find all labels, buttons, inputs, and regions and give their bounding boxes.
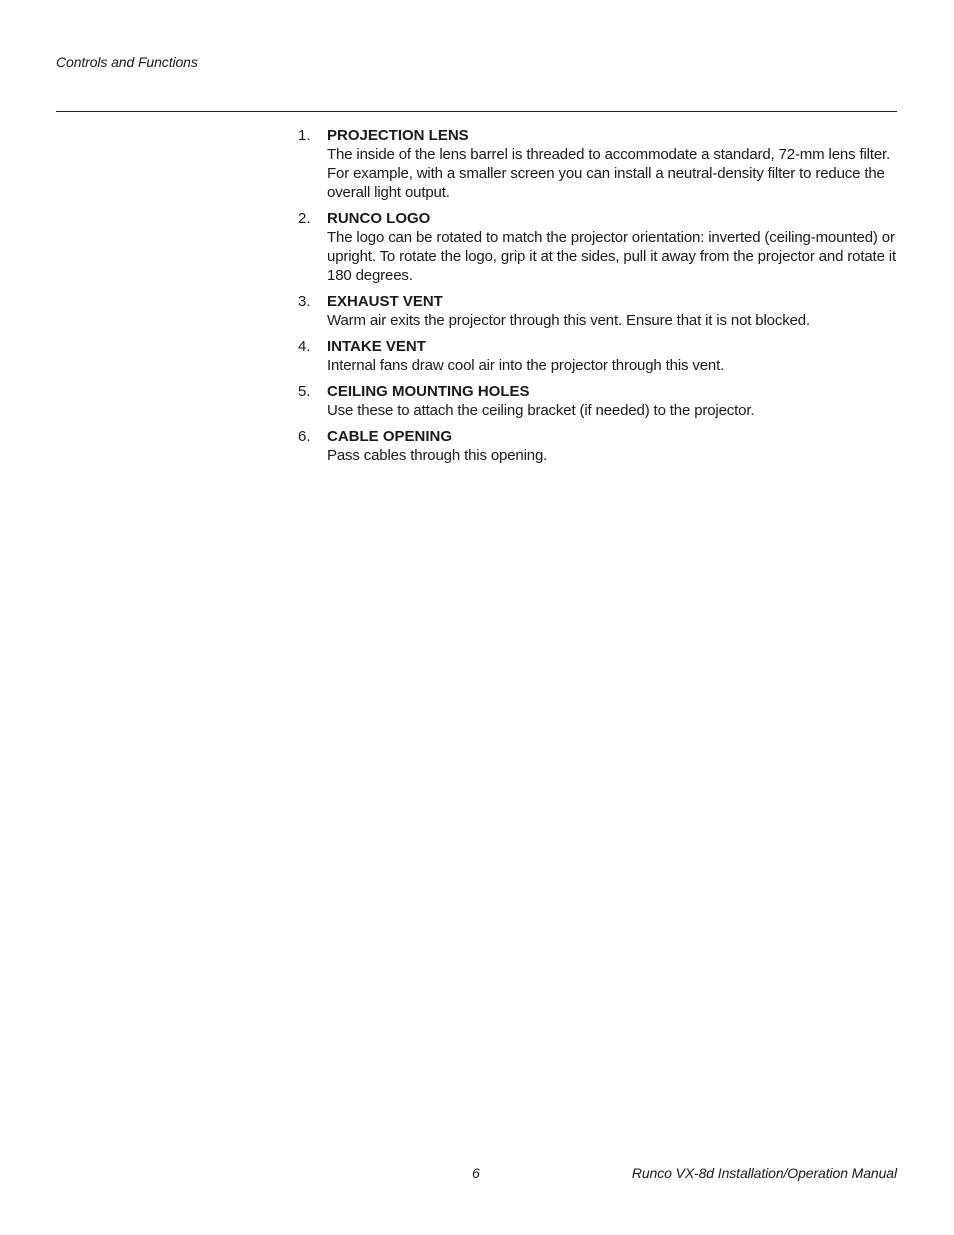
item-number: 5. bbox=[298, 383, 311, 400]
list-item-projection-lens bbox=[298, 126, 898, 202]
manual-title: Runco VX-8d Installation/Operation Manual bbox=[631, 1165, 897, 1181]
list-item-ceiling-mounting-holes bbox=[298, 382, 898, 420]
item-number: 6. bbox=[298, 428, 311, 445]
item-description: Internal fans draw cool air into the projector through this vent. bbox=[327, 357, 725, 374]
item-title: INTAKE VENT bbox=[327, 338, 426, 355]
item-description: Pass cables through this opening. bbox=[327, 447, 548, 464]
item-title: CABLE OPENING bbox=[327, 428, 453, 445]
item-description: Use these to attach the ceiling bracket (if needed) to the projector. bbox=[327, 402, 755, 419]
item-number: 4. bbox=[298, 338, 311, 355]
list-item-cable-opening bbox=[298, 427, 898, 465]
page-number: 6 bbox=[472, 1165, 480, 1181]
numbered-list bbox=[298, 126, 898, 472]
item-number: 3. bbox=[298, 293, 311, 310]
item-description: Warm air exits the projector through this vent. Ensure that it is not blocked. bbox=[327, 312, 810, 329]
running-header: Controls and Functions bbox=[56, 54, 198, 70]
list-item-exhaust-vent bbox=[298, 292, 898, 330]
item-title: CEILING MOUNTING HOLES bbox=[327, 383, 530, 400]
item-title: RUNCO LOGO bbox=[327, 210, 431, 227]
list-item-runco-logo bbox=[298, 209, 898, 285]
header-divider bbox=[56, 111, 897, 112]
list-item-intake-vent bbox=[298, 337, 898, 375]
item-title: EXHAUST VENT bbox=[327, 293, 443, 310]
item-number: 1. bbox=[298, 127, 311, 144]
item-description: The inside of the lens barrel is threaded to accommodate a standard, 72-mm lens filter. For example, with a smaller screen you can install a neutral-density filter to reduce the overall light output. bbox=[327, 146, 891, 201]
item-description: The logo can be rotated to match the projector orientation: inverted (ceiling-mounted) or upright. To rotate the logo, grip it at the sides, pull it away from the projector and rotate it 180 degrees. bbox=[327, 229, 896, 284]
item-title: PROJECTION LENS bbox=[327, 127, 469, 144]
item-number: 2. bbox=[298, 210, 311, 227]
